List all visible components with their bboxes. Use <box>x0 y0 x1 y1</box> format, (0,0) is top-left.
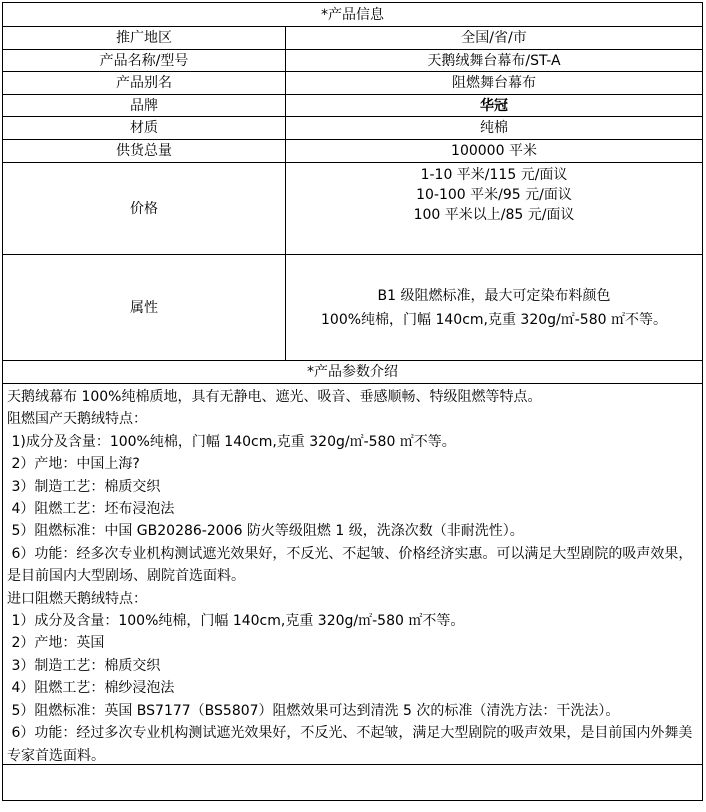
product-info-table <box>2 2 703 801</box>
info-value: 全国/省/市 <box>461 30 527 46</box>
params-line: 6）功能：经过多次专业机构测试遮光效果好，不反光、不起皱，满足大型剧院的吸声效果，是目前国内外舞美专家首选面料。 <box>7 725 693 764</box>
info-row-price <box>3 162 702 254</box>
params-line: 1)成分及含量：100%纯棉，门幅 140cm,克重 320g/㎡-580 ㎡不等。 <box>7 433 456 450</box>
info-row-region <box>3 26 702 49</box>
params-line: 1）成分及含量：100%纯棉，门幅 140cm,克重 320g/㎡-580 ㎡不等。 <box>7 613 465 630</box>
attributes-label: 属性 <box>3 255 286 360</box>
params-line: 2）产地：中国上海? <box>7 456 140 473</box>
price-line: 10-100 平米/95 元/面议 <box>416 187 572 203</box>
info-row-brand <box>3 94 702 116</box>
params-line: 2）产地：英国 <box>7 635 105 652</box>
info-label: 供货总量 <box>3 140 286 162</box>
price-line: 100 平米以上/85 元/面议 <box>413 207 575 223</box>
empty-row <box>3 764 702 800</box>
params-line: 阻燃国产天鹅绒特点： <box>7 411 147 428</box>
info-row-model <box>3 49 702 71</box>
info-row-supply <box>3 139 702 162</box>
params-header-row <box>3 360 702 383</box>
params-line: 5）阻燃标准：中国 GB20286-2006 防火等级阻燃 1 级，洗涤次数（非耐洗性）。 <box>7 523 524 540</box>
params-body-row <box>3 383 702 764</box>
params-line: 3）制造工艺：棉质交织 <box>7 478 161 495</box>
info-label: 产品名称/型号 <box>3 50 286 71</box>
params-line: 天鹅绒幕布 100%纯棉质地，具有无静电、遮光、吸音、垂感顺畅、特级阻燃等特点。 <box>7 389 542 405</box>
attributes-values <box>286 255 702 360</box>
attribute-line: 100%纯棉，门幅 140cm,克重 320g/㎡-580 ㎡不等。 <box>321 311 667 328</box>
info-value: 华冠 <box>480 97 508 114</box>
info-row-material <box>3 116 702 139</box>
price-line: 1-10 平米/115 元/面议 <box>420 167 568 183</box>
info-row-attributes <box>3 254 702 360</box>
params-line: 6）功能：经多次专业机构测试遮光效果好，不反光、不起皱、价格经济实惠。可以满足大型剧院的吸声效果，是目前国内大型剧场、剧院首选面料。 <box>7 545 693 585</box>
params-line: 3）制造工艺：棉质交织 <box>7 657 161 674</box>
info-label: 材质 <box>3 117 286 139</box>
info-value: 阻燃舞台幕布 <box>452 75 536 91</box>
attribute-line: B1 级阻燃标准，最大可定染布料颜色 <box>377 287 611 304</box>
info-value: 纯棉 <box>480 120 508 136</box>
params-line: 5）阻燃标准：英国 BS7177（BS5807）阻燃效果可达到清洗 5 次的标准（清洗方法：干洗法）。 <box>7 702 620 719</box>
info-row-alias <box>3 71 702 94</box>
info-label: 产品别名 <box>3 72 286 94</box>
params-line: 进口阻燃天鹅绒特点： <box>7 590 147 607</box>
params-line: 4）阻燃工艺：坯布浸泡法 <box>7 501 175 518</box>
price-values <box>286 163 702 254</box>
params-line: 4）阻燃工艺：棉纱浸泡法 <box>7 680 175 697</box>
params-title: *产品参数介绍 <box>307 364 398 380</box>
price-label: 价格 <box>3 163 286 254</box>
info-value: 100000 平米 <box>451 143 537 159</box>
params-body <box>3 384 702 764</box>
product-info-header-row <box>3 3 702 26</box>
product-info-title: *产品信息 <box>321 6 384 23</box>
info-value: 天鹅绒舞台幕布/ST-A <box>427 52 561 69</box>
info-label: 品牌 <box>3 95 286 116</box>
info-label: 推广地区 <box>3 27 286 49</box>
